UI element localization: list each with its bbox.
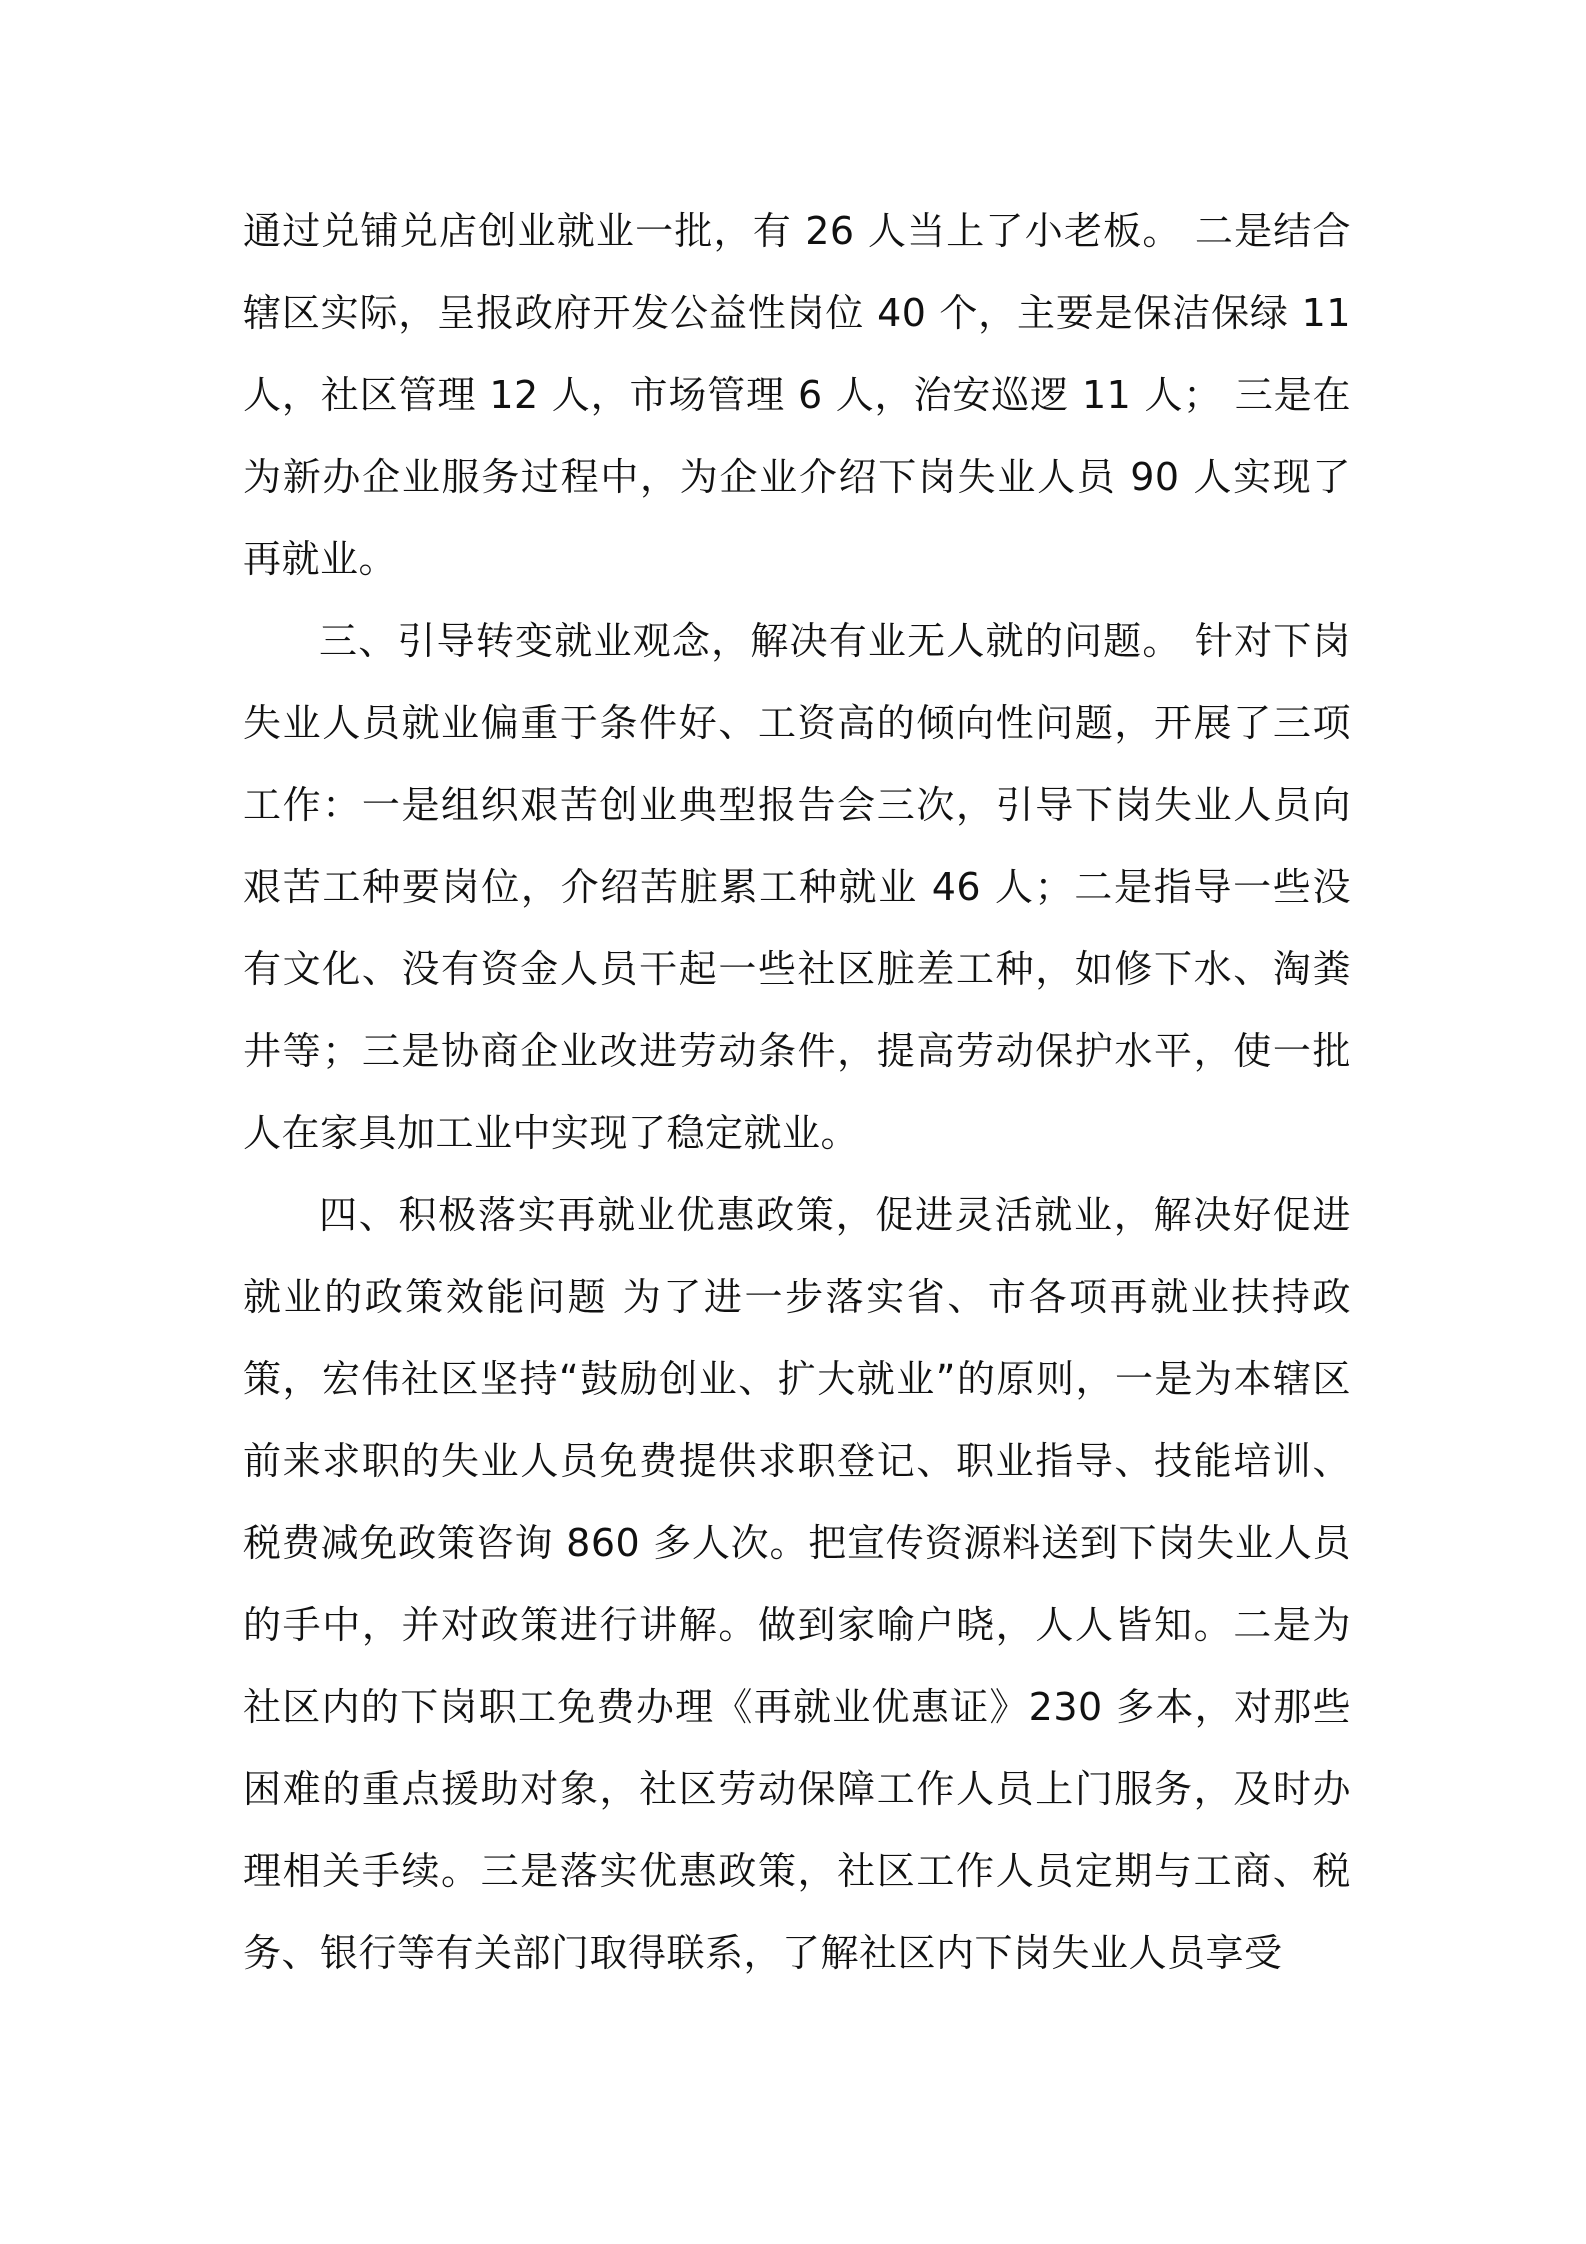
paragraph-section-three: 三、引导转变就业观念，解决有业无人就的问题。 针对下岗失业人员就业偏重于条件好、工资高的倾向性问题，开展了三项工作：一是组织艰苦创业典型报告会三次，引导下岗失业人员向艰苦工种要岗位，介绍苦脏累工种就业 46 人；二是指导一些没有文化、没有资金人员干起一些社区脏差工种，如修下水、淘粪井等；三是协商企业改进劳动条件，提高劳动保护水平，使一批人在家具加工业中实现了稳定就业。 bbox=[243, 619, 1351, 1155]
paragraph-continuation: 通过兑铺兑店创业就业一批，有 26 人当上了小老板。 二是结合辖区实际，呈报政府开发公益性岗位 40 个，主要是保洁保绿 11 人，社区管理 12 人，市场管理 6 人，治安巡逻 11 人； 三是在为新办企业服务过程中，为企业介绍下岗失业人员 90 人实现了再就业。 bbox=[243, 209, 1351, 581]
document-body bbox=[243, 190, 1351, 1994]
paragraph-section-four: 四、积极落实再就业优惠政策，促进灵活就业，解决好促进就业的政策效能问题 为了进一步落实省、市各项再就业扶持政策，宏伟社区坚持“鼓励创业、扩大就业”的原则，一是为本辖区前来求职的失业人员免费提供求职登记、职业指导、技能培训、税费减免政策咨询 860 多人次。把宣传资源料送到下岗失业人员的手中，并对政策进行讲解。做到家喻户晓，人人皆知。二是为社区内的下岗职工免费办理《再就业优惠证》230 多本，对那些困难的重点援助对象，社区劳动保障工作人员上门服务，及时办理相关手续。三是落实优惠政策，社区工作人员定期与工商、税务、银行等有关部门取得联系，了解社区内下岗失业人员享受 bbox=[243, 1193, 1351, 1975]
